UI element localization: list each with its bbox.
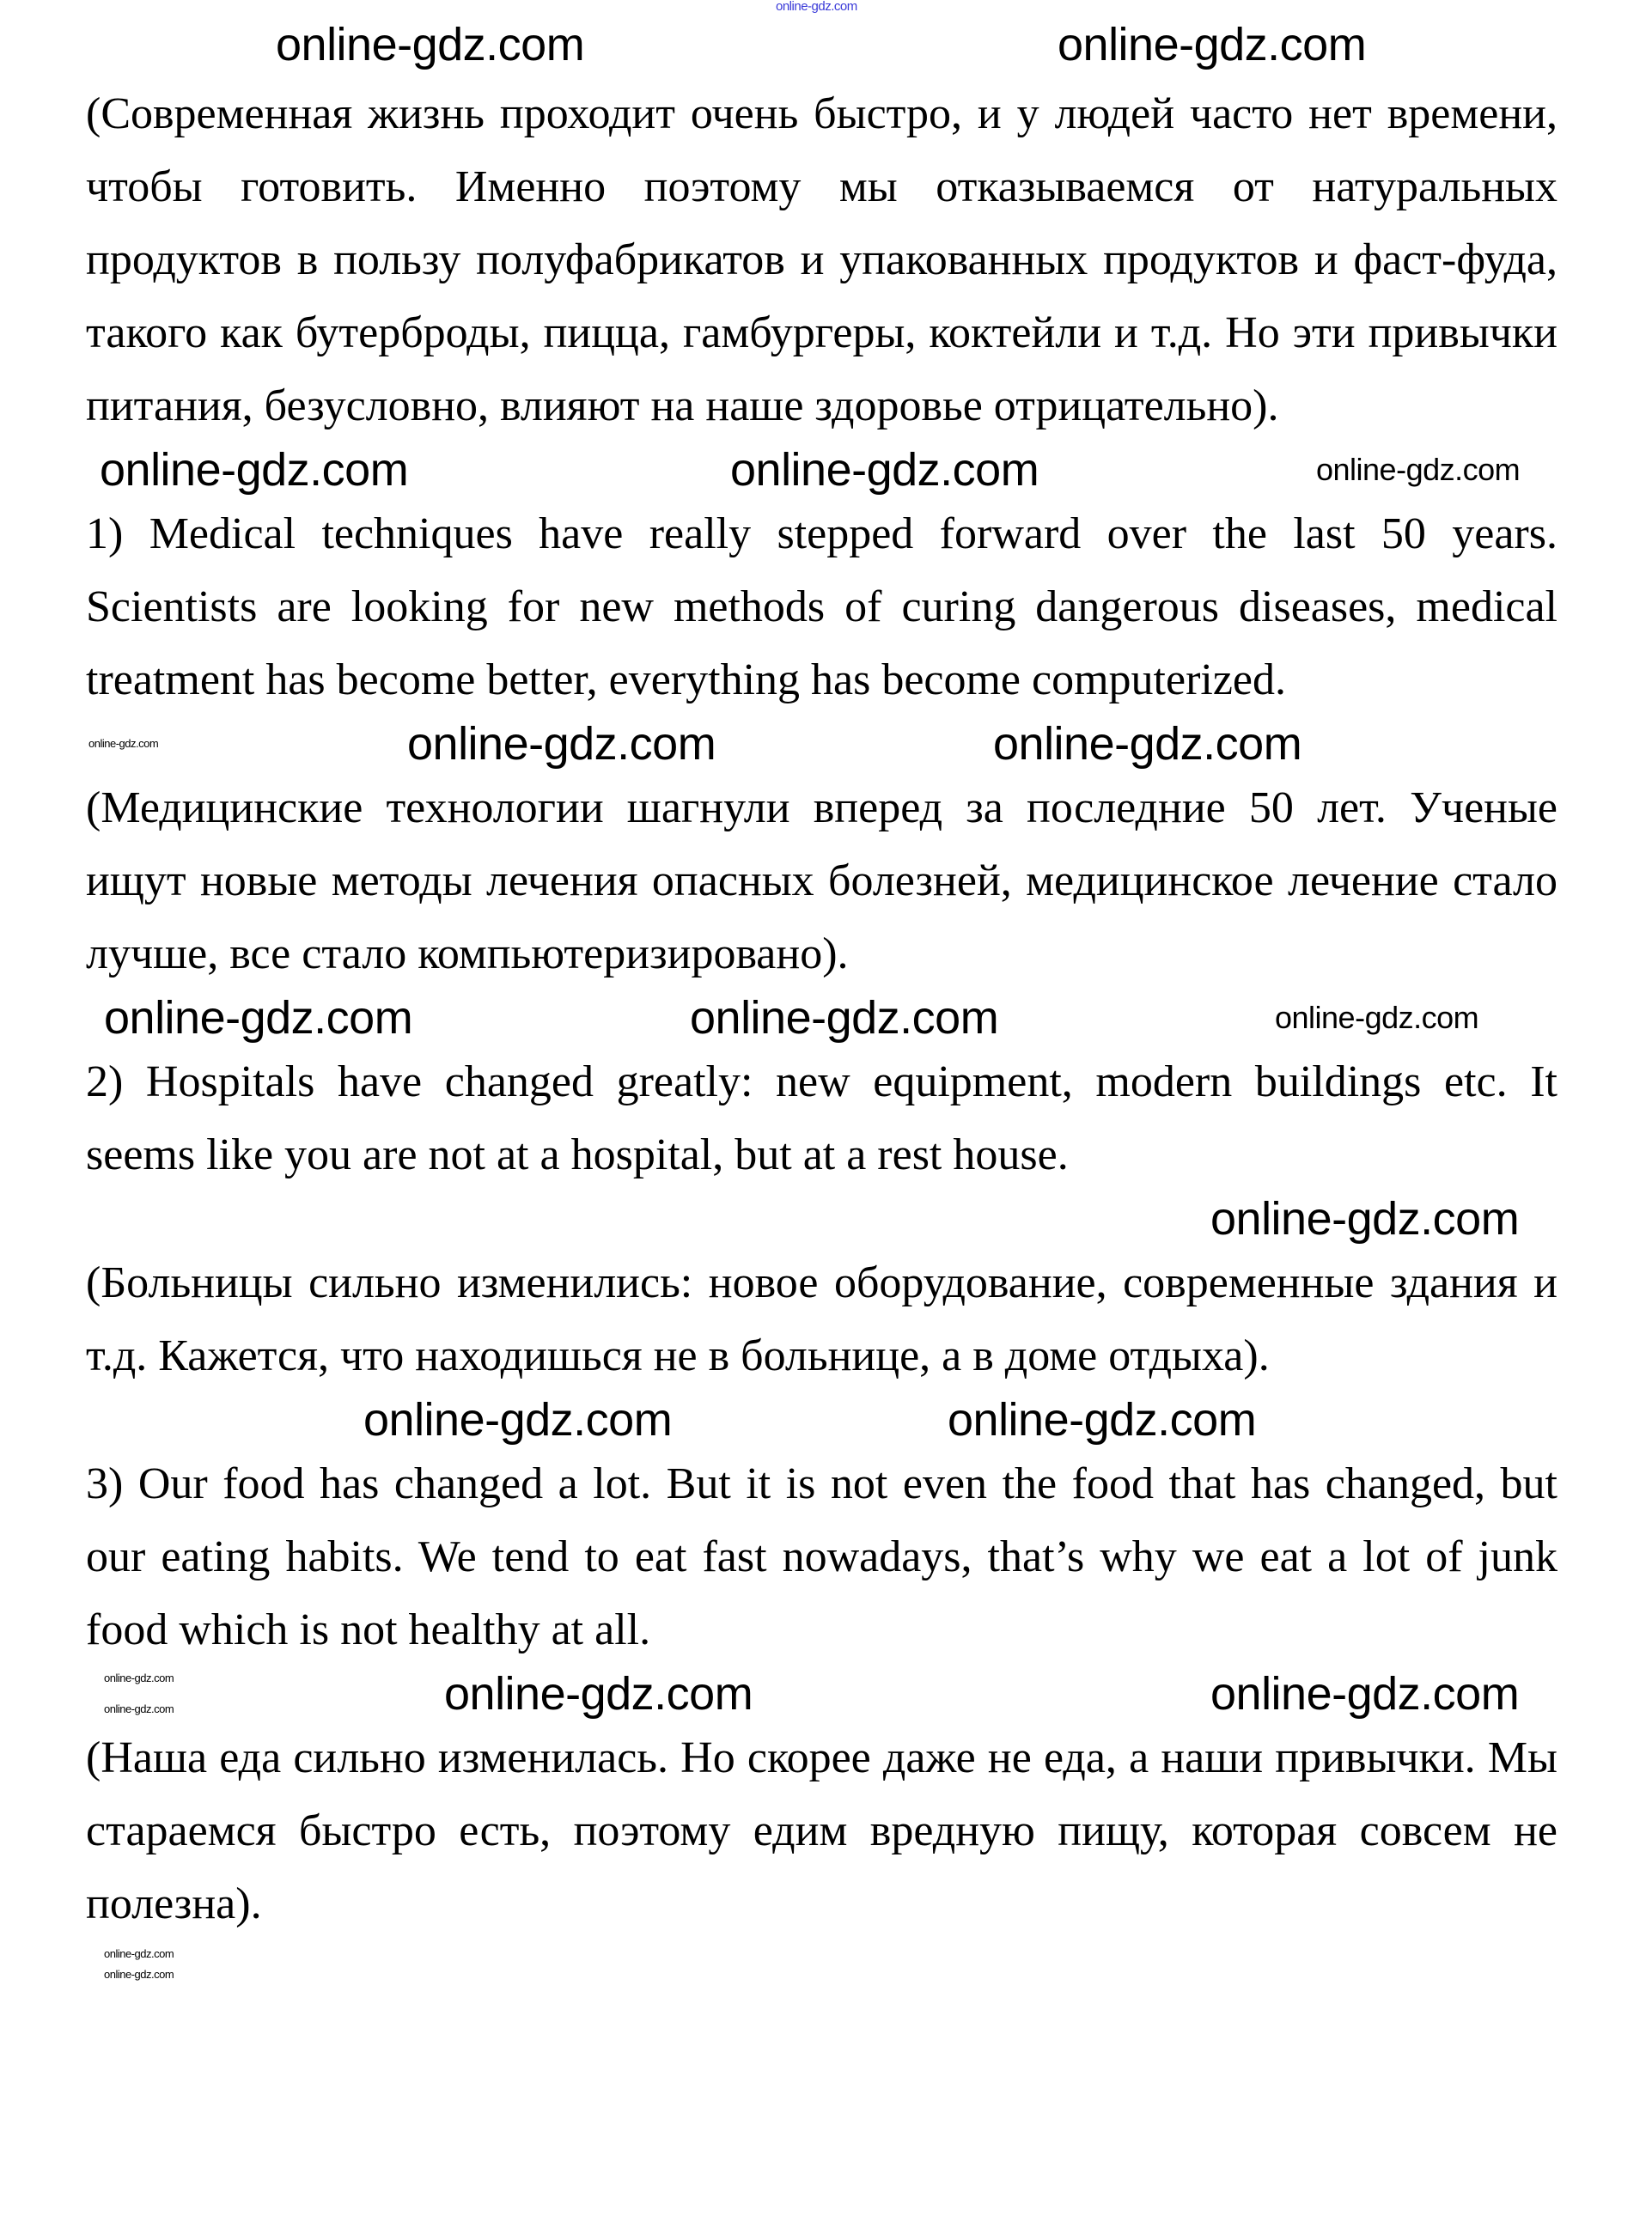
watermark: online-gdz.com <box>444 1668 753 1720</box>
watermark: online-gdz.com <box>88 737 159 750</box>
watermark-row <box>86 0 1558 69</box>
watermark-row <box>86 1195 1558 1243</box>
watermark: online-gdz.com <box>407 718 716 770</box>
watermark-row <box>86 1944 1558 1987</box>
paragraph-point-1: 1) Medical techniques have really stepped forward over the last 50 years. Scientists are looking for new methods of curing dangerous diseases, medical treatment has become better, everything has become computerized. <box>86 509 1558 704</box>
watermark: online-gdz.com <box>1275 1000 1479 1035</box>
watermark: online-gdz.com <box>104 1947 174 1960</box>
watermark: online-gdz.com <box>276 19 585 70</box>
watermark: online-gdz.com <box>776 0 857 14</box>
paragraph-point-3-translation: (Наша еда сильно изменилась. Но скорее даже не еда, а наши привычки. Мы стараемся быстро есть, поэтому едим вредную пищу, которая совсем не полезна). <box>86 1733 1558 1928</box>
watermark: online-gdz.com <box>1210 1668 1520 1720</box>
watermark: online-gdz.com <box>104 992 413 1044</box>
watermark: online-gdz.com <box>993 718 1302 770</box>
paragraph-point-2: 2) Hospitals have changed greatly: new equipment, modern buildings etc. It seems like you are not at a hospital, but at a rest house. <box>86 1057 1558 1179</box>
watermark: online-gdz.com <box>104 1672 174 1684</box>
watermark: online-gdz.com <box>104 1968 174 1981</box>
watermark-row <box>86 1396 1558 1444</box>
watermark: online-gdz.com <box>1210 1193 1520 1245</box>
paragraph-point-1-translation: (Медицинские технологии шагнули вперед за последние 50 лет. Ученые ищут новые методы лечения опасных болезней, медицинское лечение стало лучше, все стало компьютеризировано). <box>86 783 1558 978</box>
paragraph-point-3: 3) Our food has changed a lot. But it is not even the food that has changed, but our eating habits. We tend to eat fast nowadays, that’s why we eat a lot of junk food which is not healthy at all. <box>86 1459 1558 1654</box>
watermark: online-gdz.com <box>1058 19 1367 70</box>
watermark-row <box>86 720 1558 768</box>
watermark: online-gdz.com <box>730 444 1039 496</box>
paragraph-russian-intro: (Современная жизнь проходит очень быстро, и у людей часто нет времени, чтобы готовить. Именно поэтому мы отказываемся от натуральных продуктов в пользу полуфабрикатов и упакованных продуктов и фаст-фуда, такого как бутерброды, пицца, гамбургеры, коктейли и т.д. Но эти привычки питания, безусловно, влияют на наше здоровье отрицательно). <box>86 89 1558 430</box>
watermark: online-gdz.com <box>948 1394 1257 1446</box>
watermark: online-gdz.com <box>104 1702 174 1715</box>
watermark-row <box>86 446 1558 494</box>
watermark-row <box>86 1670 1558 1718</box>
watermark: online-gdz.com <box>363 1394 673 1446</box>
watermark-row <box>86 994 1558 1042</box>
paragraph-point-2-translation: (Больницы сильно изменились: новое оборудование, современные здания и т.д. Кажется, что находишься не в больнице, а в доме отдыха). <box>86 1258 1558 1380</box>
watermark: online-gdz.com <box>1316 452 1521 487</box>
watermark: online-gdz.com <box>690 992 999 1044</box>
watermark: online-gdz.com <box>100 444 409 496</box>
